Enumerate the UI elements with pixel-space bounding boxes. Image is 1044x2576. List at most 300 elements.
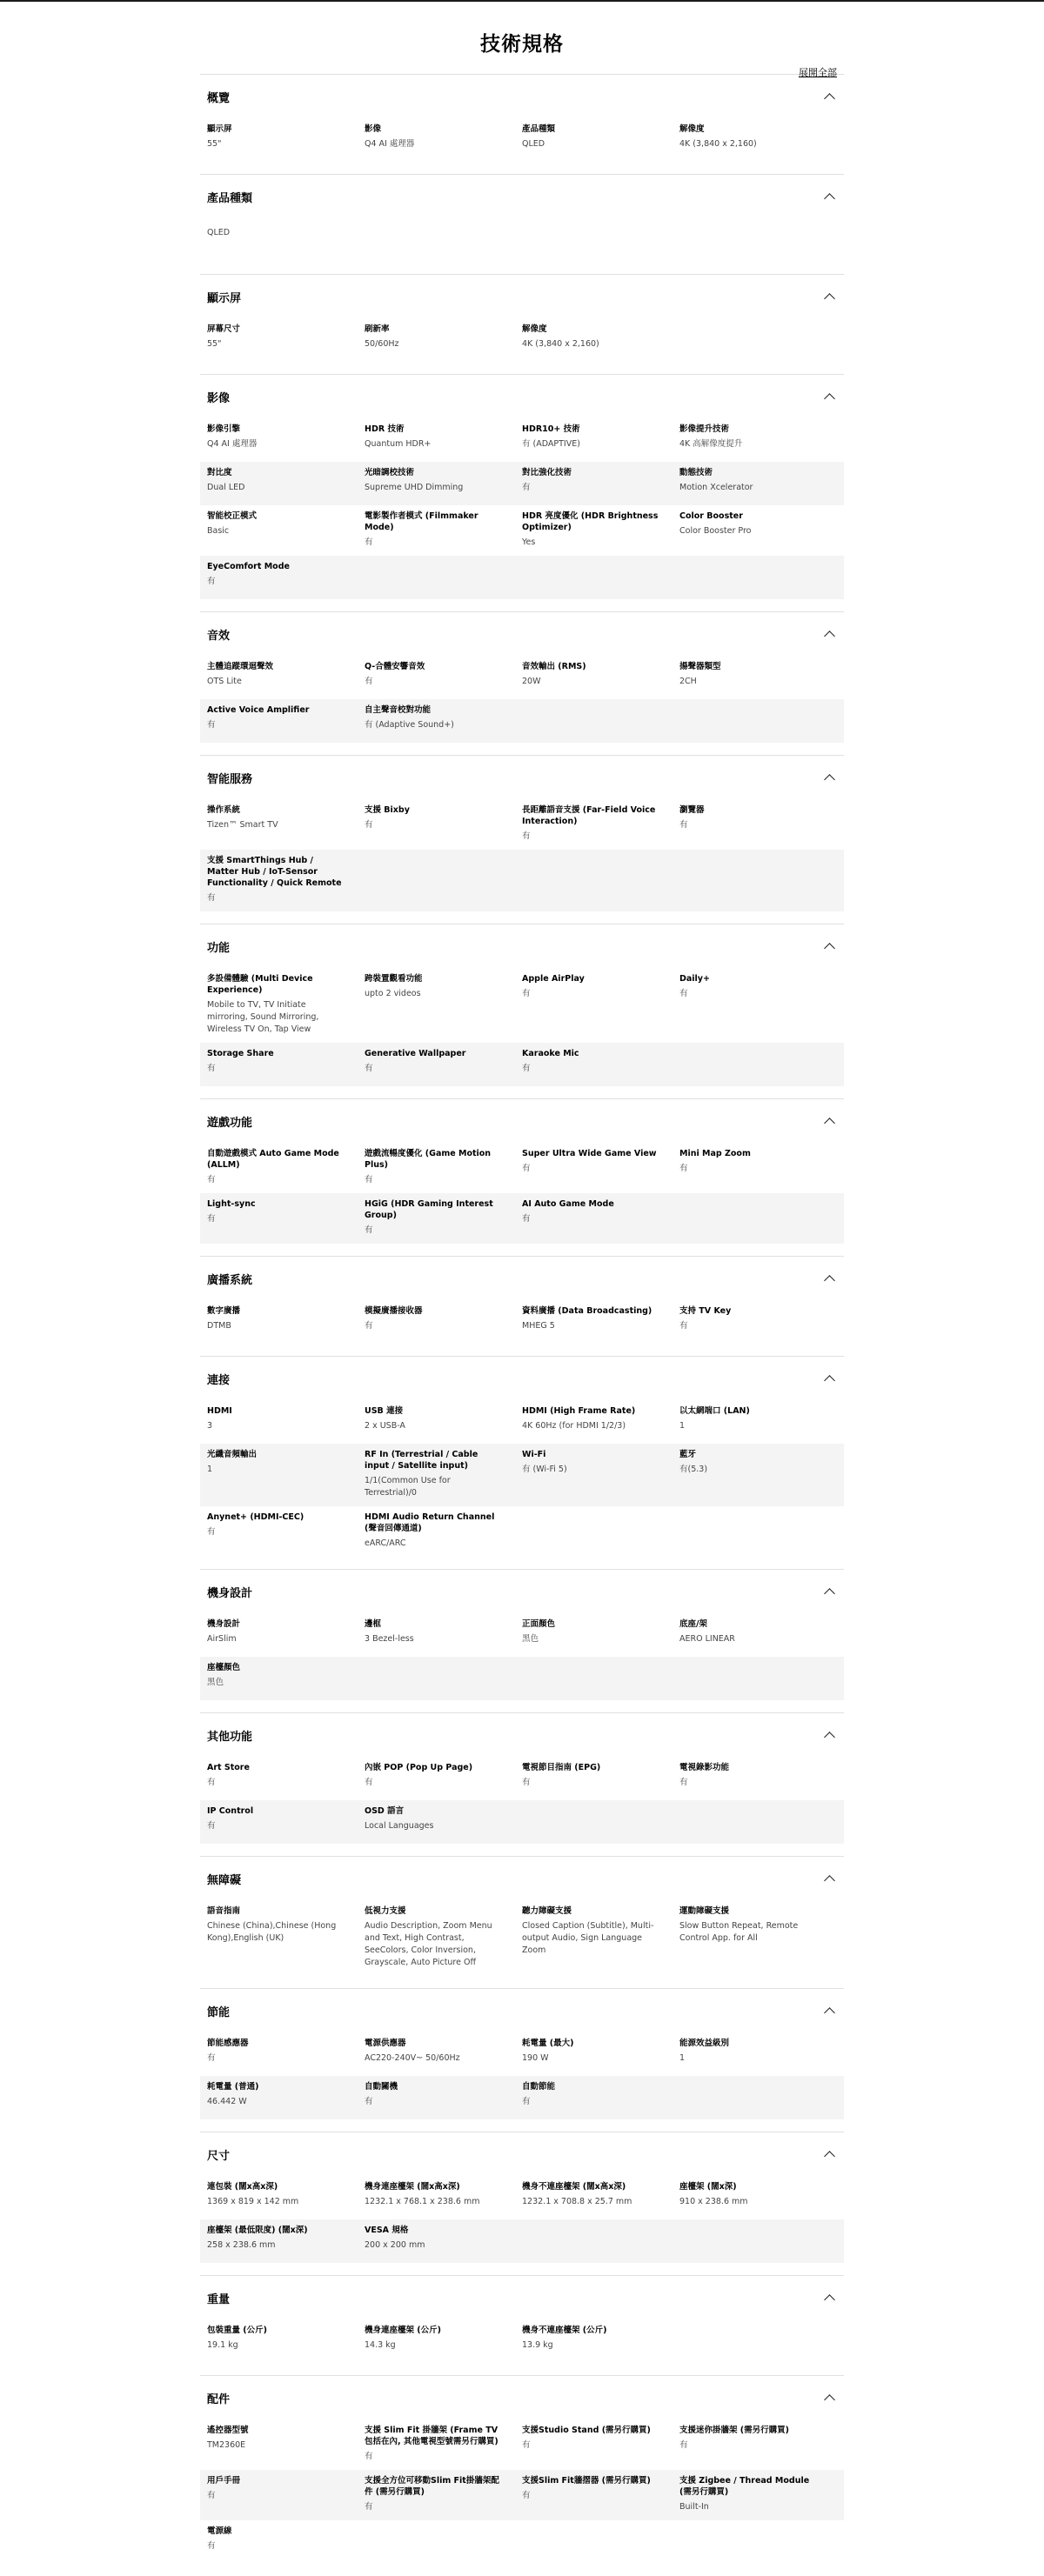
spec-item <box>207 973 365 1036</box>
spec-label: Daily+ <box>679 974 710 984</box>
section-title: 尺寸 <box>207 2149 231 2163</box>
spec-label: VESA 規格 <box>365 2226 409 2235</box>
spec-label: 長距離語音支援 (Far-Field Voice Interaction) <box>522 805 656 826</box>
spec-value: 有 <box>365 2097 373 2106</box>
spec-value: 2 x USB-A <box>365 1421 405 1431</box>
spec-label: Super Ultra Wide Game View <box>522 1149 657 1158</box>
spec-label: 主體追蹤環迴聲效 <box>207 662 274 671</box>
spec-value: eARC/ARC <box>365 1538 406 1548</box>
section-header[interactable] <box>200 1257 844 1300</box>
spec-value: 4K 高解像度提升 <box>679 439 743 449</box>
spec-value: 有 <box>679 1164 688 1173</box>
spec-item <box>522 1449 679 1499</box>
spec-label: Wi-Fi <box>522 1450 546 1459</box>
spec-label: 能源效益級別 <box>679 2039 730 2048</box>
spec-value: 4K (3,840 x 2,160) <box>679 139 757 149</box>
spec-value: Motion Xcelerator <box>679 483 753 492</box>
spec-label: 邊框 <box>365 1619 382 1629</box>
spec-item <box>207 224 365 255</box>
spec-sections <box>200 74 844 2576</box>
spec-item <box>522 1762 679 1793</box>
section-header[interactable] <box>200 1357 844 1400</box>
spec-item <box>522 123 679 155</box>
spec-label: HDR 亮度優化 (HDR Brightness Optimizer) <box>522 511 659 532</box>
spec-value: Q4 AI 處理器 <box>365 139 415 149</box>
spec-value: 4K (3,840 x 2,160) <box>522 339 599 349</box>
chevron-up-icon[interactable] <box>824 93 835 104</box>
chevron-up-icon[interactable] <box>824 193 835 204</box>
spec-row <box>200 656 844 699</box>
spec-value: 3 <box>207 1421 213 1431</box>
chevron-up-icon[interactable] <box>824 774 835 785</box>
spec-item <box>365 973 522 1036</box>
spec-row <box>200 1757 844 1800</box>
spec-label: 機身不連座檯架 (闊x高x深) <box>522 2182 626 2192</box>
section-header[interactable] <box>200 1989 844 2032</box>
chevron-up-icon[interactable] <box>824 631 835 642</box>
spec-row <box>200 1506 844 1557</box>
spec-label: Light-sync <box>207 1199 256 1209</box>
spec-row <box>200 1444 844 1506</box>
spec-section <box>200 1356 844 1569</box>
spec-value: 有 <box>365 2452 373 2461</box>
spec-item <box>207 2225 365 2256</box>
spec-value: 有 <box>207 1064 216 1073</box>
spec-item <box>207 424 365 455</box>
chevron-up-icon[interactable] <box>824 293 835 304</box>
section-body <box>200 418 844 611</box>
spec-item <box>679 424 837 455</box>
section-header[interactable] <box>200 924 844 968</box>
spec-label: HDMI (High Frame Rate) <box>522 1406 636 1416</box>
spec-value: 有 <box>365 1064 373 1073</box>
spec-label: Anynet+ (HDMI-CEC) <box>207 1512 304 1522</box>
spec-label: 顯示屏 <box>207 124 232 134</box>
section-title: 音效 <box>207 629 231 643</box>
spec-label: Active Voice Amplifier <box>207 705 310 715</box>
spec-value: 黑色 <box>207 1678 224 1687</box>
section-header[interactable] <box>200 2376 844 2419</box>
spec-value: 1/1(Common Use for Terrestrial)/0 <box>365 1476 451 1498</box>
spec-label: 聽力障礙支援 <box>522 1906 572 1916</box>
spec-value: QLED <box>522 139 545 149</box>
chevron-up-icon[interactable] <box>824 1275 835 1286</box>
spec-label: 內嵌 POP (Pop Up Page) <box>365 1763 473 1772</box>
spec-value: QLED <box>207 228 231 237</box>
spec-label: 資料廣播 (Data Broadcasting) <box>522 1306 652 1316</box>
spec-item <box>679 1405 837 1437</box>
section-body <box>200 656 844 755</box>
spec-label: 電源線 <box>207 2526 232 2536</box>
spec-item <box>207 2425 365 2463</box>
spec-item <box>522 467 679 498</box>
spec-item <box>522 1305 679 1337</box>
section-title: 遊戲功能 <box>207 1116 253 1130</box>
spec-label: 刷新率 <box>365 324 390 334</box>
spec-item <box>207 123 365 155</box>
spec-item <box>522 661 679 692</box>
spec-value: Closed Caption (Subtitle), Multi-output Audio, Sign Language Zoom <box>522 1921 654 1955</box>
spec-item <box>522 2325 679 2356</box>
spec-label: Art Store <box>207 1763 250 1772</box>
spec-value: 2CH <box>679 677 697 686</box>
section-body <box>200 2032 844 2132</box>
spec-section <box>200 374 844 611</box>
spec-row <box>200 505 844 556</box>
spec-item <box>207 2181 365 2212</box>
spec-row <box>200 1300 844 1344</box>
spec-label: 正面顏色 <box>522 1619 556 1629</box>
spec-value: 1232.1 x 708.8 x 25.7 mm <box>522 2197 632 2206</box>
spec-item <box>207 1449 365 1499</box>
section-title: 廣播系統 <box>207 1273 253 1287</box>
spec-section <box>200 1256 844 1356</box>
spec-item <box>365 1405 522 1437</box>
spec-value: AC220-240V~ 50/60Hz <box>365 2053 460 2063</box>
spec-item <box>365 2475 522 2513</box>
spec-label: OSD 語言 <box>365 1806 405 1816</box>
spec-value: 有 <box>365 2502 373 2512</box>
spec-item <box>207 2475 365 2513</box>
spec-label: HDR 技術 <box>365 424 405 434</box>
spec-item <box>365 424 522 455</box>
spec-value: 有 <box>365 677 373 686</box>
spec-item <box>522 2038 679 2069</box>
spec-row <box>200 118 844 162</box>
spec-item <box>522 2081 679 2112</box>
spec-label: Color Booster <box>679 511 743 521</box>
spec-value: 有 <box>522 1064 531 1073</box>
spec-label: 光暗調校技術 <box>365 468 415 477</box>
chevron-up-icon[interactable] <box>824 1588 835 1599</box>
chevron-up-icon[interactable] <box>824 393 835 404</box>
spec-section <box>200 174 844 274</box>
chevron-up-icon[interactable] <box>824 943 835 954</box>
spec-row <box>200 2032 844 2076</box>
spec-value: 有 <box>679 2440 688 2450</box>
spec-label: 底座/架 <box>679 1619 707 1629</box>
spec-value: MHEG 5 <box>522 1321 555 1331</box>
spec-item <box>679 661 837 692</box>
spec-item <box>679 1305 837 1337</box>
spec-label: 動態技術 <box>679 468 713 477</box>
spec-label: 低視力支援 <box>365 1906 406 1916</box>
spec-value: 55" <box>207 339 222 349</box>
section-title: 顯示屏 <box>207 291 242 305</box>
section-header[interactable] <box>200 175 844 218</box>
spec-label: 瀏覽器 <box>679 805 705 815</box>
spec-label: Mini Map Zoom <box>679 1149 751 1158</box>
spec-label: 支援 SmartThings Hub / Matter Hub / IoT-Sensor Functionality / Quick Remote <box>207 856 342 888</box>
spec-item <box>522 1048 679 1079</box>
spec-item <box>679 2425 837 2463</box>
spec-item <box>522 2181 679 2212</box>
spec-section <box>200 611 844 755</box>
spec-item <box>679 1762 837 1793</box>
spec-value: 有 <box>522 2097 531 2106</box>
spec-label: 支援迷你掛牆架 (需另行購買) <box>679 2426 789 2435</box>
spec-item <box>207 511 365 549</box>
spec-row <box>200 1143 844 1193</box>
spec-item <box>207 561 365 592</box>
spec-label: IP Control <box>207 1806 254 1816</box>
spec-value: 55" <box>207 139 222 149</box>
spec-section <box>200 924 844 1098</box>
section-title: 機身設計 <box>207 1586 253 1600</box>
section-header[interactable] <box>200 375 844 418</box>
spec-item <box>365 661 522 692</box>
spec-label: 支援Studio Stand (需另行購買) <box>522 2426 651 2435</box>
expand-all-link[interactable]: 展開全部 <box>799 67 837 78</box>
spec-value: 有 <box>207 720 216 730</box>
spec-label: 電視節目指南 (EPG) <box>522 1763 601 1772</box>
spec-item <box>522 1618 679 1650</box>
spec-row <box>200 418 844 462</box>
spec-section <box>200 755 844 924</box>
section-body <box>200 2176 844 2275</box>
spec-value: Audio Description, Zoom Menu and Text, High Contrast, SeeColors, Color Inversion, Grayscale, Auto Picture Off <box>365 1921 492 1967</box>
spec-value: 有 <box>679 1778 688 1787</box>
spec-label: 自主聲音校對功能 <box>365 705 432 715</box>
spec-item <box>207 804 365 843</box>
spec-item <box>522 1405 679 1437</box>
spec-label: 對比度 <box>207 468 232 477</box>
spec-value: OTS Lite <box>207 677 242 686</box>
section-title: 功能 <box>207 941 231 955</box>
section-header[interactable] <box>200 275 844 318</box>
spec-item <box>522 1148 679 1186</box>
chevron-up-icon[interactable] <box>824 1732 835 1743</box>
spec-row <box>200 556 844 599</box>
spec-label: 支援Slim Fit牆摺器 (需另行購買) <box>522 2476 651 2486</box>
spec-value: 1232.1 x 768.1 x 238.6 mm <box>365 2197 480 2206</box>
section-title: 影像 <box>207 391 231 405</box>
spec-label: 模擬廣播接收器 <box>365 1306 423 1316</box>
spec-value: 有 <box>207 1175 216 1185</box>
spec-row <box>200 1800 844 1844</box>
spec-section <box>200 2375 844 2576</box>
spec-value: 200 x 200 mm <box>365 2240 425 2250</box>
spec-item <box>207 1905 365 1969</box>
chevron-up-icon[interactable] <box>824 1375 835 1386</box>
spec-row <box>200 318 844 362</box>
spec-value: 50/60Hz <box>365 339 399 349</box>
spec-label: HDMI <box>207 1406 232 1416</box>
spec-label: Apple AirPlay <box>522 974 585 984</box>
chevron-up-icon[interactable] <box>824 1118 835 1129</box>
spec-value: 有 <box>207 1527 216 1537</box>
spec-value: 有 <box>365 1778 373 1787</box>
spec-value: 46.442 W <box>207 2097 247 2106</box>
spec-label: 機身設計 <box>207 1619 241 1629</box>
spec-label: Karaoke Mic <box>522 1049 579 1058</box>
spec-value: 13.9 kg <box>522 2340 553 2350</box>
spec-value: 有 <box>522 2491 531 2500</box>
spec-value: Local Languages <box>365 1821 434 1831</box>
spec-item <box>365 704 522 736</box>
section-title: 無障礙 <box>207 1873 242 1887</box>
spec-label: 產品種類 <box>522 124 556 134</box>
spec-label: 座檯架 (最低限度) (闊x深) <box>207 2226 308 2235</box>
spec-value: 有 <box>365 820 373 830</box>
section-header[interactable] <box>200 612 844 656</box>
section-header[interactable] <box>200 2276 844 2319</box>
section-body <box>200 968 844 1098</box>
section-title: 配件 <box>207 2392 231 2406</box>
spec-label: 音效輸出 (RMS) <box>522 662 586 671</box>
page-title: 技術規格 <box>480 33 564 56</box>
spec-value: 有 <box>365 1175 373 1185</box>
section-body <box>200 118 844 174</box>
spec-label: 支援全方位可移動Slim Fit掛牆架配件 (需另行購買) <box>365 2476 499 2497</box>
spec-value: 有 <box>207 1778 216 1787</box>
spec-label: Storage Share <box>207 1049 274 1058</box>
spec-section <box>200 2275 844 2375</box>
spec-label: AI Auto Game Mode <box>522 1199 614 1209</box>
spec-item <box>207 1148 365 1186</box>
spec-item <box>207 2038 365 2069</box>
spec-item <box>365 324 522 355</box>
chevron-up-icon[interactable] <box>824 2151 835 2162</box>
spec-value: Q4 AI 處理器 <box>207 439 258 449</box>
section-body <box>200 218 844 274</box>
spec-value: 有 <box>522 1778 531 1787</box>
section-body <box>200 2419 844 2576</box>
spec-value: 有 <box>207 1214 216 1224</box>
spec-item <box>207 1512 365 1550</box>
spec-row <box>200 699 844 743</box>
section-body <box>200 1757 844 1856</box>
spec-label: 揚聲器類型 <box>679 662 721 671</box>
spec-value: 有 (ADAPTIVE) <box>522 439 580 449</box>
spec-label: 機身不連座檯架 (公斤) <box>522 2326 607 2335</box>
spec-value: 有(5.3) <box>679 1465 708 1474</box>
top-divider <box>0 0 1044 2</box>
spec-label: Q-合體安響音效 <box>365 662 425 671</box>
spec-item <box>679 1905 837 1969</box>
spec-row <box>200 968 844 1043</box>
spec-label: 自動節能 <box>522 2082 556 2092</box>
spec-value: 有 <box>207 1821 216 1831</box>
section-header[interactable] <box>200 1857 844 1900</box>
spec-value: 14.3 kg <box>365 2340 396 2350</box>
section-title: 智能服務 <box>207 772 253 786</box>
spec-item <box>365 1512 522 1550</box>
spec-value: Color Booster Pro <box>679 526 752 536</box>
section-header[interactable] <box>200 75 844 118</box>
spec-item <box>207 661 365 692</box>
spec-value: 黑色 <box>522 1634 539 1644</box>
spec-item <box>679 123 837 155</box>
spec-value: Tizen™ Smart TV <box>207 820 278 830</box>
spec-row <box>200 799 844 850</box>
section-header[interactable] <box>200 1713 844 1757</box>
spec-value: 有 <box>207 2491 216 2500</box>
section-title: 概覽 <box>207 91 231 105</box>
spec-item <box>365 2425 522 2463</box>
spec-label: 支援 Zigbee / Thread Module (需另行購買) <box>679 2476 810 2497</box>
spec-value: 3 Bezel-less <box>365 1634 414 1644</box>
spec-value: Yes <box>522 537 536 547</box>
spec-label: 操作系統 <box>207 805 241 815</box>
spec-section <box>200 2132 844 2275</box>
spec-value: 有 <box>207 2541 216 2551</box>
spec-item <box>365 1618 522 1650</box>
spec-item <box>679 511 837 549</box>
spec-label: 藍牙 <box>679 1450 697 1459</box>
spec-label: 以太網端口 (LAN) <box>679 1406 750 1416</box>
spec-item <box>679 2475 837 2513</box>
spec-label: Generative Wallpaper <box>365 1049 466 1058</box>
section-title: 連接 <box>207 1373 231 1387</box>
spec-label: 影像 <box>365 124 382 134</box>
spec-row <box>200 2470 844 2520</box>
spec-item <box>522 324 679 355</box>
spec-label: 智能校正模式 <box>207 511 258 521</box>
spec-label: 運動障礙支援 <box>679 1906 730 1916</box>
chevron-up-icon[interactable] <box>824 2294 835 2306</box>
spec-value: 有 <box>207 2053 216 2063</box>
spec-label: 用戶手冊 <box>207 2476 241 2486</box>
spec-item <box>207 324 365 355</box>
spec-value: 有 <box>365 537 373 547</box>
spec-label: 包裝重量 (公斤) <box>207 2326 267 2335</box>
spec-value: 1 <box>679 1421 686 1431</box>
spec-item <box>207 467 365 498</box>
spec-row <box>200 2219 844 2263</box>
spec-label: 遊戲流暢度優化 (Game Motion Plus) <box>365 1149 492 1170</box>
spec-item <box>365 2325 522 2356</box>
spec-value: Supreme UHD Dimming <box>365 483 464 492</box>
spec-item <box>679 467 837 498</box>
section-header[interactable] <box>200 1099 844 1143</box>
spec-label: 耗電量 (最大) <box>522 2039 574 2048</box>
spec-label: 遙控器型號 <box>207 2426 249 2435</box>
spec-item <box>522 424 679 455</box>
spec-value: 有 <box>365 1321 373 1331</box>
section-header[interactable] <box>200 2132 844 2176</box>
spec-row <box>200 1400 844 1444</box>
spec-label: 多設備體驗 (Multi Device Experience) <box>207 974 313 995</box>
chevron-up-icon[interactable] <box>824 1875 835 1886</box>
spec-value: 190 W <box>522 2053 549 2063</box>
specs-container <box>200 28 844 2576</box>
spec-value: 有 (Wi-Fi 5) <box>522 1465 567 1474</box>
spec-item <box>522 2425 679 2463</box>
chevron-up-icon[interactable] <box>824 2394 835 2406</box>
spec-value: 有 <box>679 989 688 998</box>
spec-label: 座檯顏色 <box>207 1663 241 1672</box>
spec-row <box>200 1613 844 1657</box>
spec-label: 數字廣播 <box>207 1306 241 1316</box>
spec-row <box>200 462 844 505</box>
spec-section <box>200 274 844 374</box>
spec-item <box>522 1198 679 1237</box>
spec-value: 有 <box>207 577 216 586</box>
spec-label: 耗電量 (普通) <box>207 2082 259 2092</box>
spec-row <box>200 850 844 911</box>
spec-label: 自動遊戲模式 Auto Game Mode (ALLM) <box>207 1149 339 1170</box>
chevron-up-icon[interactable] <box>824 2007 835 2019</box>
spec-item <box>365 2225 522 2256</box>
spec-value: 有 <box>522 1164 531 1173</box>
spec-item <box>207 1662 365 1693</box>
spec-item <box>365 2081 522 2112</box>
section-header[interactable] <box>200 756 844 799</box>
spec-value: 有 (Adaptive Sound+) <box>365 720 454 730</box>
spec-label: RF In (Terrestrial / Cable input / Satellite input) <box>365 1450 478 1471</box>
section-header[interactable] <box>200 1570 844 1613</box>
